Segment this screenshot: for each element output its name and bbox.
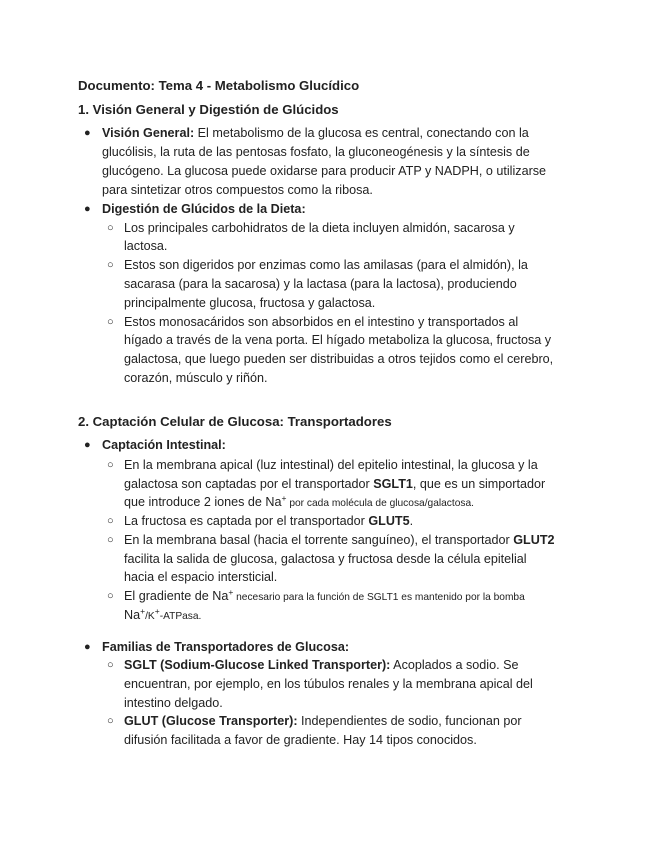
circle-marker: ○ [107,715,114,727]
general-line-2: glucólisis, la ruta de las pentosas fosfato, la gluconeogénesis y la síntesis de [102,145,530,159]
circle-marker: ○ [107,316,114,328]
digestion-item-3-line-1: Estos monosacáridos son absorbidos en el intestino y transportados al [124,315,519,329]
digestion-item-2-line-2: sacarasa (para la sacarosa) y la lactasa (para la lactosa), produciendo [124,277,517,291]
digestion-item-2-line-1: Estos son digeridos por enzimas como las amilasas (para el almidón), la [124,258,528,272]
text-span: galactosa son captadas por el transportador [124,477,374,491]
circle-marker: ○ [107,222,114,234]
text-span: El gradiente de Na [124,589,229,603]
bullet-marker: ● [84,439,91,451]
section-1-heading: 1. Visión General y Digestión de Glúcidos [78,102,339,117]
bullet-marker: ● [84,641,91,653]
text-span: En la membrana basal (hacia el torrente sanguíneo), el transportador [124,533,514,547]
superscript-plus: + [140,606,146,616]
superscript-plus: + [281,493,287,503]
superscript-plus: + [228,587,234,597]
glut-label: GLUT (Glucose Transporter): [124,714,298,728]
circle-marker: ○ [107,459,114,471]
glut5-term: GLUT5 [368,514,410,528]
circle-marker: ○ [107,534,114,546]
sglt-line-2: encuentran, por ejemplo, en los túbulos renales y la membrana apical del [124,677,533,691]
glut-line-2: difusión facilitada a favor de gradiente. Hay 14 tipos conocidos. [124,733,477,747]
text-span-small: necesario para la función de SGLT1 es mantenido por la bomba [233,592,525,603]
intestinal-item-4-line-2 [124,606,201,626]
general-line-4: para sintetizar otros compuestos como la ribosa. [102,183,373,197]
section-2-heading: 2. Captación Celular de Glucosa: Transportadores [78,414,392,429]
circle-marker: ○ [107,590,114,602]
document-title: Documento: Tema 4 - Metabolismo Glucídico [78,78,360,93]
text-span: . [409,514,414,528]
text-span: /K [145,611,155,622]
intestinal-item-3-line-1 [124,531,555,550]
sglt1-term: SGLT1 [373,477,413,491]
text-span: La fructosa es captada por el transportador [124,514,369,528]
circle-marker: ○ [107,515,114,527]
intestinal-item-1-line-2 [124,475,545,494]
intestinal-label: Captación Intestinal: [102,438,226,452]
sglt-line-1 [124,656,519,675]
digestion-item-3-line-2: hígado a través de la vena porta. El hígado metaboliza la glucosa, fructosa y [124,333,552,347]
sglt-label: SGLT (Sodium-Glucose Linked Transporter): [124,658,391,672]
intestinal-item-1-line-3 [124,493,474,513]
digestion-item-3-line-3: galactosa, que luego pueden ser distribuidas a otros tejidos como el cerebro, [124,352,554,366]
text-span: , que es un simportador [412,477,546,491]
sglt-line-3: intestino delgado. [124,696,223,710]
general-label: Visión General: [102,126,195,140]
text-span: Independientes de sodio, funcionan por [297,714,522,728]
digestion-item-3-line-4: corazón, músculo y riñón. [124,371,268,385]
glut-line-1 [124,712,522,731]
intestinal-item-3-line-3: hacia el espacio intersticial. [124,570,278,584]
glut2-term: GLUT2 [513,533,555,547]
digestion-item-1-line-1: Los principales carbohidratos de la dieta incluyen almidón, sacarosa y [124,221,515,235]
general-line-3: glucógeno. La glucosa puede oxidarse para producir ATP y NADPH, o utilizarse [102,164,547,178]
bullet-marker: ● [84,203,91,215]
families-label: Familias de Transportadores de Glucosa: [102,640,350,654]
general-text: El metabolismo de la glucosa es central, conectando con la [194,126,529,140]
digestion-item-1-line-2: lactosa. [124,239,168,253]
text-span: Acoplados a sodio. Se [390,658,519,672]
text-span-small: por cada molécula de glucosa/galactosa. [286,498,474,509]
circle-marker: ○ [107,259,114,271]
intestinal-item-4-line-1 [124,587,525,607]
text-span: que introduce 2 iones de Na [124,495,282,509]
text-span: -ATPasa. [159,611,202,622]
superscript-plus: + [154,606,160,616]
text-span: Na [124,608,141,622]
intestinal-item-3-line-2: facilita la salida de glucosa, galactosa y fructosa desde la célula epitelial [124,552,527,566]
digestion-label: Digestión de Glúcidos de la Dieta: [102,202,306,216]
intestinal-item-2 [124,512,413,531]
general-line-1 [102,124,529,143]
digestion-item-2-line-3: principalmente glucosa, fructosa y galactosa. [124,296,376,310]
intestinal-item-1-line-1: En la membrana apical (luz intestinal) del epitelio intestinal, la glucosa y la [124,458,538,472]
bullet-marker: ● [84,127,91,139]
circle-marker: ○ [107,659,114,671]
